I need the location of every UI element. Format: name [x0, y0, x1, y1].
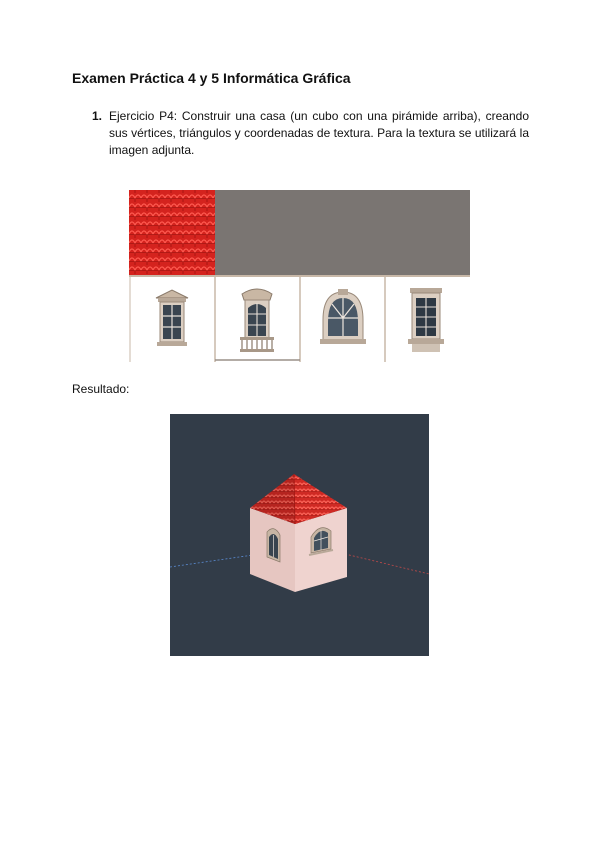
- texture-atlas-image: [129, 190, 470, 362]
- window-shutter-4: [408, 288, 444, 352]
- render-viewport: [170, 414, 429, 656]
- window-left-wall: [267, 529, 280, 562]
- page-title: Examen Práctica 4 y 5 Informática Gráfica: [72, 70, 351, 86]
- window-pediment-1: [156, 290, 188, 346]
- roof-tiles-texture: [129, 190, 215, 276]
- exercise-text: Ejercicio P4: Construir una casa (un cubo con una pirámide arriba), creando sus vértices, triángulos y coordenadas de textura. Para la textura se utilizará la imagen adjunta.: [109, 109, 529, 157]
- list-number: 1.: [92, 109, 103, 123]
- result-label: Resultado:: [72, 382, 130, 396]
- gray-wall-texture: [215, 190, 470, 276]
